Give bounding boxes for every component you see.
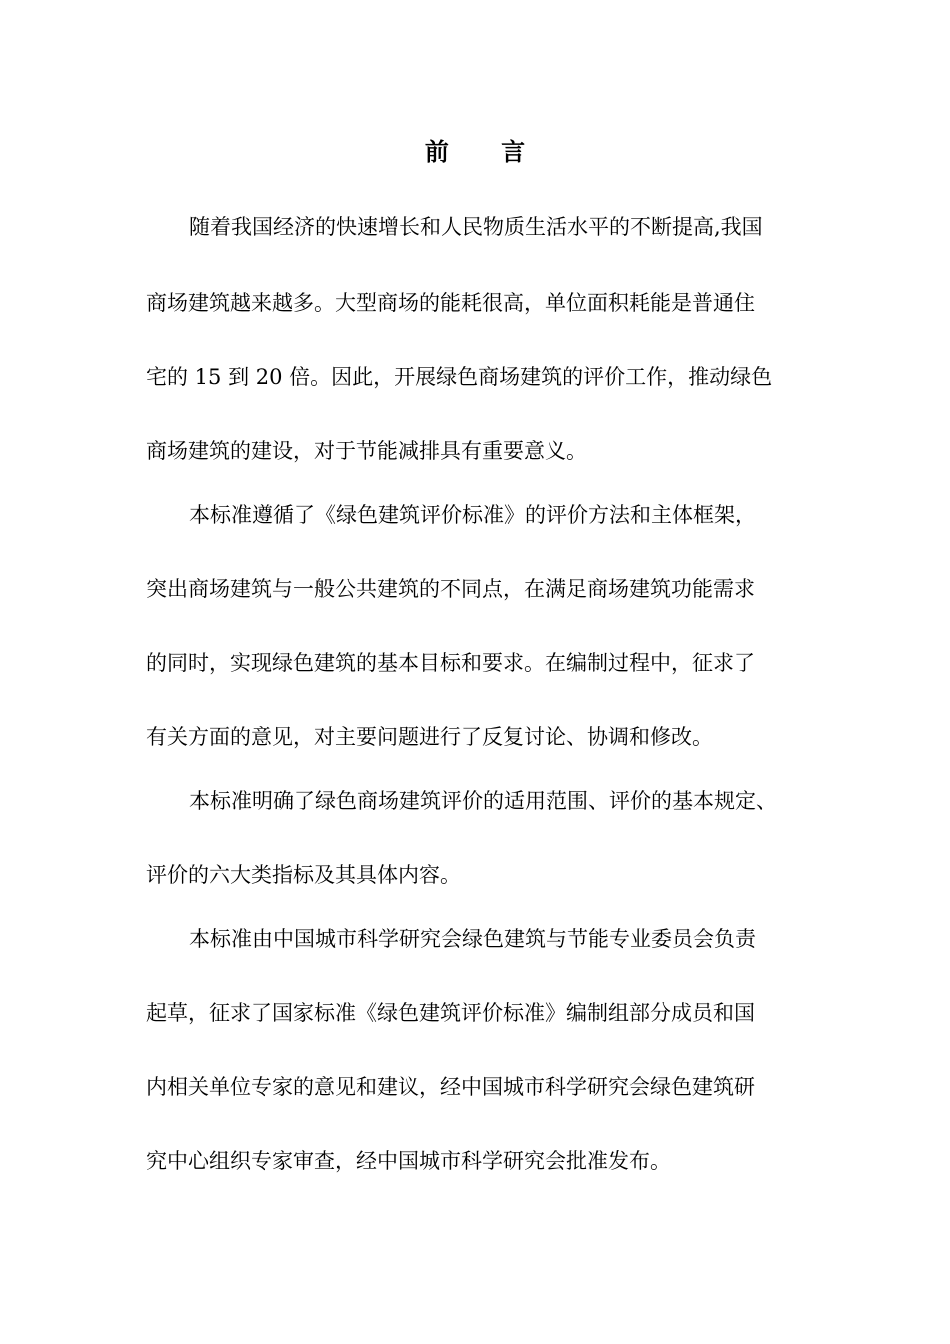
paragraph-line: 有关方面的意见，对主要问题进行了反复讨论、协调和修改。	[146, 725, 713, 749]
paragraph-line: 评价的六大类指标及其具体内容。	[146, 863, 461, 887]
paragraph-line: 商场建筑的建设，对于节能减排具有重要意义。	[146, 439, 587, 463]
page-title: 前 言	[424, 138, 548, 166]
paragraph-line: 随着我国经济的快速增长和人民物质生活水平的不断提高,我国	[189, 215, 763, 239]
paragraph-line: 的同时，实现绿色建筑的基本目标和要求。在编制过程中，征求了	[146, 651, 755, 675]
paragraph-line: 商场建筑越来越多。大型商场的能耗很高，单位面积耗能是普通住	[146, 291, 755, 315]
paragraph-line: 突出商场建筑与一般公共建筑的不同点，在满足商场建筑功能需求	[146, 577, 755, 601]
paragraph-line: 起草，征求了国家标准《绿色建筑评价标准》编制组部分成员和国	[146, 1001, 755, 1025]
paragraph-line: 究中心组织专家审查，经中国城市科学研究会批准发布。	[146, 1149, 671, 1173]
paragraph-line: 本标准由中国城市科学研究会绿色建筑与节能专业委员会负责	[189, 927, 756, 951]
paragraph-line: 本标准明确了绿色商场建筑评价的适用范围、评价的基本规定、	[189, 789, 777, 813]
paragraph-line: 内相关单位专家的意见和建议，经中国城市科学研究会绿色建筑研	[146, 1075, 755, 1099]
paragraph-line: 本标准遵循了《绿色建筑评价标准》的评价方法和主体框架，	[189, 503, 756, 527]
paragraph-line: 宅的 15 到 20 倍。因此，开展绿色商场建筑的评价工作，推动绿色	[146, 365, 773, 389]
